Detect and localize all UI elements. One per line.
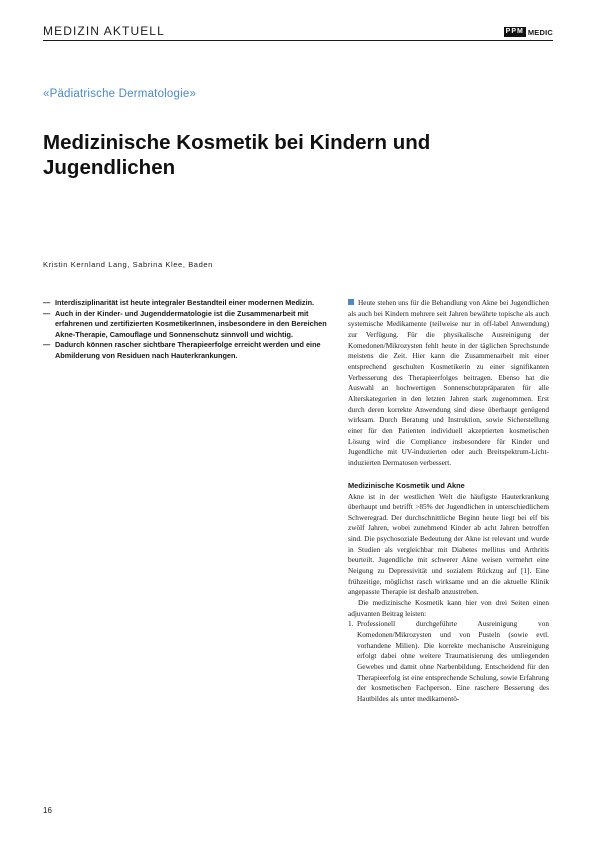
section-label: MEDIZIN AKTUELL	[43, 24, 165, 38]
brand-box: PPM	[505, 28, 524, 35]
summary-item: — Auch in der Kinder- und Jugenddermatologie ist die Zusammenarbeit mit erfahrenen und zertifizierten KosmetikerInnen, insbesondere in den Bereichen Akne-Therapie, Camouflage und Sonnenschutz sinnvoll und wichtig.	[43, 309, 333, 341]
list-number: 1.	[348, 619, 354, 629]
brand-logo	[504, 27, 553, 37]
brand-text: MEDIC	[527, 27, 553, 37]
section-heading: Medizinische Kosmetik und Akne	[348, 480, 465, 490]
summary-item: — Dadurch können rascher sichtbare Therapieerfolge erreicht werden und eine Abmilderung von Residuen nach Hauterkrankungen.	[43, 340, 333, 361]
body-paragraph: Die medizinische Kosmetik kann hier von drei Seiten einen adjuvanten Beitrag leisten:	[348, 598, 549, 618]
body-column	[348, 298, 549, 705]
list-item	[348, 619, 549, 704]
article-title: Medizinische Kosmetik bei Kindern und Jugendlichen	[43, 131, 431, 179]
kicker: «Pädiatrische Dermatologie»	[43, 88, 197, 100]
square-marker-icon	[348, 299, 354, 305]
summary-item: — Interdisziplinarität ist heute integraler Bestandteil einer modernen Medizin.	[43, 298, 333, 309]
author-line: Kristin Kernland Lang, Sabrina Klee, Baden	[43, 260, 213, 269]
numbered-list	[348, 619, 549, 704]
summary-list	[43, 298, 333, 362]
intro-text: Heute stehen uns für die Behandlung von Akne bei Jugendlichen als auch bei Kindern mehrere seit Jahren bewährte topische als auch systemische Medikamente (teilweise nur in off-label Anwendung) zur Verfügung. Für die physikalische Ausreinigung der Komedonen/Mikrozysten fehlt heute in der täglichen Sprechstunde meistens die Zeit. Hier kann die Zusammenarbeit mit einer entsprechend geschulten Kosmetikerin zu einer signifikanten Verbesserung des Therapieerfolges beitragen. Ebenso hat die Auswahl an hochwertigen Sonnenschutzpräparaten für alle Alterskategorien in den letzten Jahren stark zugenommen. Erst durch deren korrekte Anwendung sind diese überhaupt genügend wirksam. Durch Beratung und Instruktion, sowie Sicherstellung einer für den Patienten individuell akzeptierten kosmetischen Lösung wird die Compliance insbesondere für Kinder und Jugendliche mit UV-induzierten oder auch Breitspektrum-Licht-induzierten Dermatosen verbessert.	[348, 298, 549, 467]
list-text: Professionell durchgeführte Ausreinigung von Komedonen/Mikrozysten und von Pusteln (sowie evtl. vorhandene Milien). Die korrekte mechanische Ausreinigung erfolgt dabei ohne weitere Traumatisierung des umliegenden Gewebes und damit ohne Narbenbildung. Entscheidend für den Therapieerfolg ist eine entsprechende Schulung, sowie Erfahrung der kosmetischen Fachperson. Eine raschere Besserung des Hautbildes als unter medikamentö-	[357, 619, 549, 703]
header-rule	[43, 40, 553, 41]
body-paragraph: Akne ist in der westlichen Welt die häufigste Hauterkrankung überhaupt und betrifft >85% der Jugendlichen in unterschiedlichem Schweregrad. Der durchschnittliche Beginn heute liegt bei elf bis zwölf Jahren, wobei zunehmend Kinder ab acht Jahren betroffen sind. Die psychosoziale Bedeutung der Akne ist relevant und wurde in Studien als vergleichbar mit Diabetes mellitus und Arthritis beurteilt. Jugendliche mit schwerer Akne weisen vermehrt eine Neigung zu Depressivität und sozialem Rückzug auf [1]. Eine frühzeitige, möglichst rasch wirksame und an die aktuelle Klinik angepasste Therapie ist deshalb anzustreben.	[348, 491, 549, 597]
intro-paragraph	[348, 298, 549, 469]
page-number: 16	[43, 806, 52, 815]
